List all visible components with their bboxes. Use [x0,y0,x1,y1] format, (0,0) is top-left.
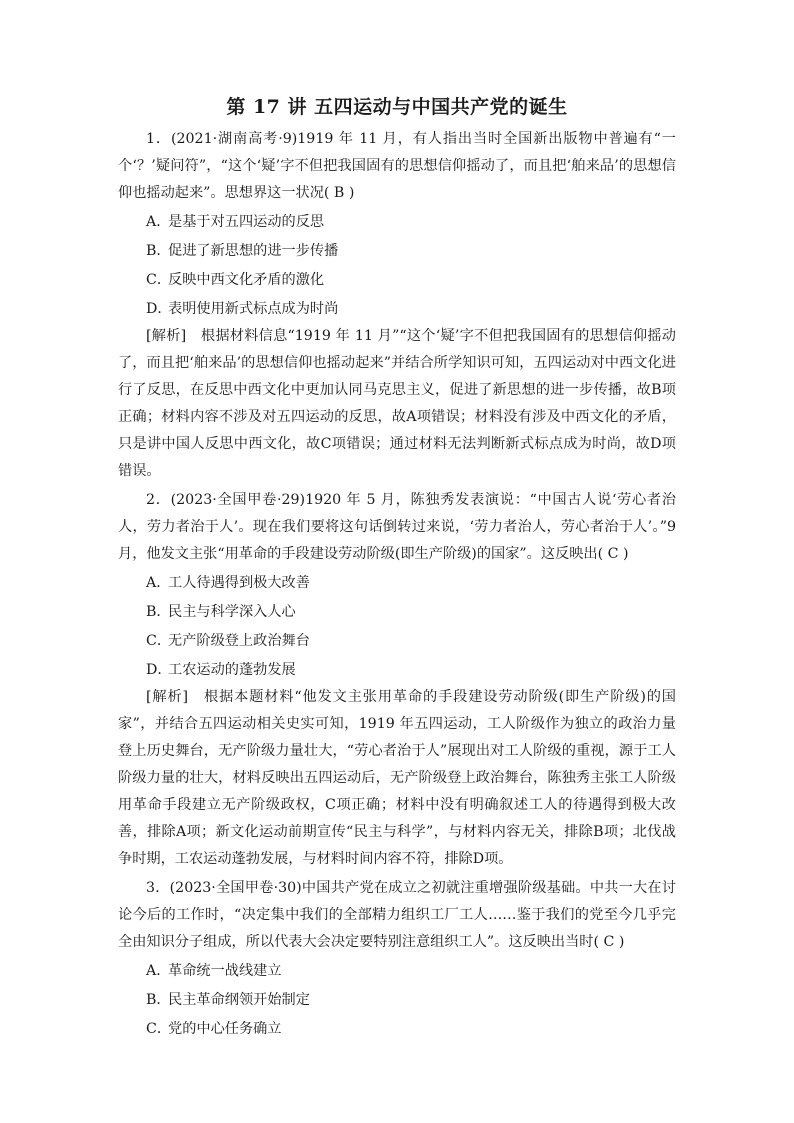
option-text: 民主与科学深入人心 [168,604,296,620]
option-text: 工农运动的蓬勃发展 [168,662,296,678]
question-3 [118,875,676,1043]
option-b [146,236,676,265]
option-letter: C． [146,1021,172,1037]
option-letter: A． [146,214,171,230]
option-letter: B． [146,243,171,259]
option-letter: B． [146,992,171,1008]
option-letter: D． [146,301,172,317]
option-letter: A． [146,963,171,979]
option-text: 反映中西文化矛盾的激化 [168,272,325,288]
option-text: 党的中心任务确立 [168,1021,282,1037]
option-b [146,985,676,1014]
option-c [146,1014,676,1043]
option-text: 革命统一战线建立 [168,963,282,979]
option-d [146,294,676,323]
option-text: 民主革命纲领开始制定 [168,992,310,1008]
analysis-text: [解析] 根据材料信息“1919 年 11 月”“这个‘疑’字不但把我国固有的思想信仰摇动了，而且把‘舶来品’的思想信仰也摇动起来”并结合所学知识可知，五四运动对中西文化进行了反思，在反思中西文化中更加认同马克思主义，促进了新思想的进一步传播，故B项正确；材料内容不涉及对五四运动的反思，故A项错误；材料没有涉及中西文化的矛盾，只是讲中国人反思中西文化，故C项错误；通过材料无法判断新式标点成为时尚，故D项错误。 [118,328,676,479]
option-c [146,626,676,655]
option-letter: D． [146,662,172,678]
question-stem: 2．(2023·全国甲卷·29)1920 年 5 月，陈独秀发表演说：“中国古人说‘劳心者治人，劳力者治于人’。现在我们要将这句话倒转过来说，‘劳力者治人，劳心者治于人’。”9 月，他发文主张“用革命的手段建设劳动阶级(即生产阶级)的国家”。这反映出( C ) [118,492,676,562]
option-d [146,655,676,684]
option-a [146,568,676,597]
option-text: 表明使用新式标点成为时尚 [168,301,339,317]
question-stem: 1．(2021·湖南高考·9)1919 年 11 月，有人指出当时全国新出版物中普遍有“一个‘？’疑问符”，“这个‘疑’字不但把我国固有的思想信仰摇动了，而且把‘舶来品’的思想信仰也摇动起来”。思想界这一状况( B ) [118,131,676,201]
option-text: 工人待遇得到极大改善 [168,575,310,591]
option-c [146,265,676,294]
analysis-text: [解析] 根据本题材料“他发文主张用革命的手段建设劳动阶级(即生产阶级)的国家”，并结合五四运动相关史实可知，1919 年五四运动，工人阶级作为独立的政治力量登上历史舞台，无产阶级力量壮大，“劳心者治于人”展现出对工人阶级的重视，源于工人阶级力量的壮大，材料反映出五四运动后，无产阶级登上政治舞台，陈独秀主张工人阶级用革命手段建立无产阶级政权，C项正确；材料中没有明确叙述工人的待遇得到极大改善，排除A项；新文化运动前期宣传“民主与科学”，与材料内容无关，排除B项；北伐战争时期，工农运动蓬勃发展，与材料时间内容不符，排除D项。 [118,689,676,867]
option-a [146,956,676,985]
question-stem: 3．(2023·全国甲卷·30)中国共产党在成立之初就注重增强阶级基础。中共一大在讨论今后的工作时，“决定集中我们的全部精力组织工厂工人……鉴于我们的党至今几乎完全由知识分子组成，所以代表大会决定要特别注意组织工人”。这反映出当时( C ) [118,880,676,950]
option-letter: A． [146,575,171,591]
option-text: 是基于对五四运动的反思 [168,214,325,230]
question-2 [118,487,676,873]
option-letter: C． [146,272,172,288]
question-1 [118,126,676,485]
option-text: 无产阶级登上政治舞台 [168,633,310,649]
option-letter: B． [146,604,171,620]
option-letter: C． [146,633,172,649]
option-text: 促进了新思想的进一步传播 [168,243,339,259]
option-a [146,207,676,236]
page-title: 第 17 讲 五四运动与中国共产党的诞生 [226,96,568,118]
option-b [146,597,676,626]
